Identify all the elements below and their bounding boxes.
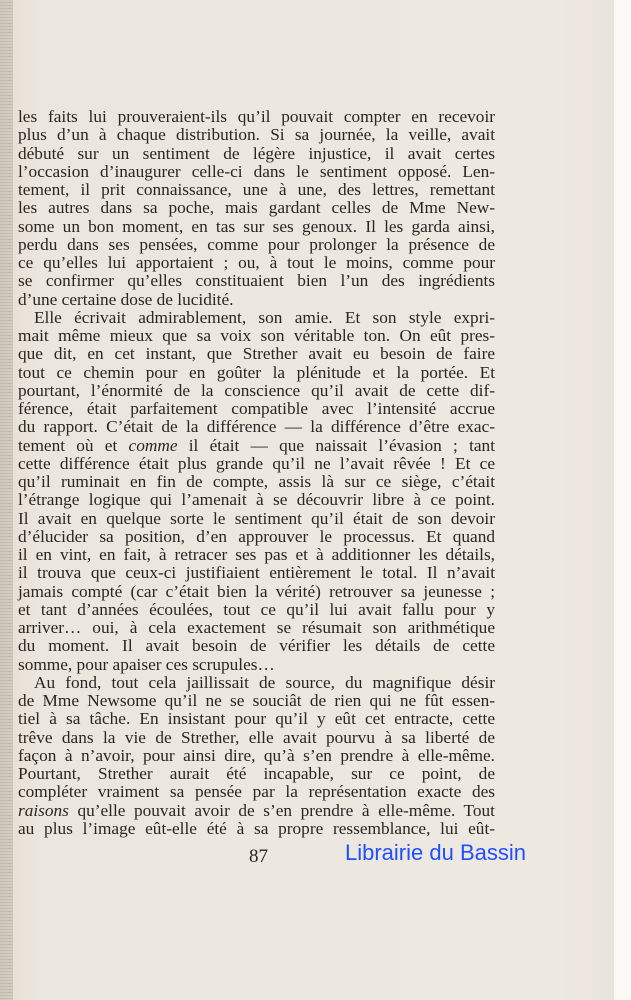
text-line [18,637,495,655]
text-line [18,491,495,509]
text-line [18,656,495,674]
background [614,0,631,1000]
text-segment: qu’elle pouvait avoir de s’en prendre à elle-même. Tout [68,800,495,820]
text-line-content: débuté sur un sentiment de légère injustice, il avait certes [18,143,495,163]
text-line-content: cette différence était plus grande qu’il ne l’avait rêvée ! Et ce [18,453,495,473]
text-line [18,418,495,436]
text-line [18,710,495,728]
text-line [18,546,495,564]
text-line [18,309,495,327]
text-line-content: il en vint, en fait, à retracer ses pas et à additionner les détails, [18,545,495,564]
text-line-content: il trouva que ceux-ci justifiaient entièrement le total. Il n’avait [18,563,495,583]
text-line [18,802,495,820]
text-line [18,382,495,400]
text-line-content: les faits lui prouveraient-ils qu’il pouvait compter en recevoir [18,107,495,126]
text-line-content: pourtant, l’énormité de la conscience qu’il avait de cette dif- [18,380,495,400]
text-line [18,364,495,382]
text-line-content: mait même mieux que sa voix son véritable ton. On eût pres- [18,326,495,345]
text-line-content: compléter vraiment sa pensée par la représentation exacte des [18,782,495,802]
text-line-content: trêve dans la vie de Strether, elle avait pourvu à sa liberté de [18,727,495,747]
text-line [18,327,495,345]
text-line [18,400,495,418]
text-line [18,783,495,801]
text-line-content: Elle écrivait admirablement, son amie. Et son style expri- [34,307,495,327]
text-line-content: tement, il prit connaissance, une à une, des lettres, remettant [18,180,495,199]
body-text [18,108,495,838]
text-line [18,291,495,309]
text-line-content: au plus l’image eût-elle été à sa propre ressemblance, lui eût- [18,818,495,838]
text-line [18,674,495,692]
text-line [18,528,495,546]
text-line-content: tiel à sa tâche. En insistant pour qu’il y eût cet entracte, cette [18,709,495,729]
text-line-content: perdu dans ses pensées, comme pour prolonger la présence de [18,234,495,254]
text-line [18,126,495,144]
italic-word: comme [128,435,178,455]
text-line-content: du moment. Il avait besoin de vérifier les détails de cette [18,636,495,656]
text-line [18,218,495,236]
text-line [18,510,495,528]
text-line-content: some un bon moment, en tas sur ses genoux. Il les garda ainsi, [18,216,495,236]
text-segment: il était — que naissait l’évasion ; tant [177,435,495,455]
text-line-content: les autres dans sa poche, mais gardant celles de Mme New- [18,198,495,218]
watermark: Librairie du Bassin [345,840,526,865]
text-line [18,601,495,619]
text-line-content: et tant d’années écoulées, tout ce qu’il lui avait fallu pour y [18,599,495,619]
text-line [18,236,495,254]
text-line [18,765,495,783]
text-line [18,199,495,217]
text-line [18,473,495,491]
text-line-content: du rapport. C’était de la différence — la différence d’être exac- [18,417,495,437]
text-line [18,747,495,765]
text-line-content: de Mme Newsome qu’il ne se souciât de rien qui ne fût essen- [18,691,495,710]
text-line-content: Il avait en quelque sorte le sentiment qu’il était de son devoir [18,508,495,528]
page-number: 87 [249,846,268,867]
text-line-content: jamais compté (car c’était bien la vérité) retrouver sa jeunesse ; [18,581,495,601]
text-line-content: se confirmer qu’elles constituaient bien l’un des ingrédients [18,271,495,291]
text-line [18,108,495,126]
text-line [18,254,495,272]
text-line [18,163,495,181]
text-line-content: ce qu’elles lui apportaient ; ou, à tout le moins, comme pour [18,253,495,272]
italic-word: raisons [18,800,69,820]
text-line-content: qu’il ruminait en fin de compte, assis là sur ce siège, c’était [18,472,495,491]
text-line [18,437,495,455]
text-line-content: que dit, en cet instant, que Strether avait eu besoin de faire [18,344,495,364]
text-line [18,729,495,747]
text-line [18,564,495,582]
text-line-content: somme, pour apaiser ces scrupules… [18,654,275,674]
text-line-content [18,802,495,820]
text-line-content: tout ce chemin pour en goûter la plénitude et la portée. Et [18,362,495,382]
text-line [18,272,495,290]
text-line-content: arriver… oui, à cela exactement se résumait son arithmétique [18,618,495,637]
text-line-content: l’étrange logique qui l’amenait à se découvrir libre à ce point. [18,490,495,510]
text-line-content [18,437,495,455]
text-line [18,619,495,637]
text-segment: tement où et [18,435,129,455]
text-line-content: l’occasion d’inaugurer celle-ci dans le sentiment opposé. Len- [18,161,495,181]
text-line [18,692,495,710]
text-line-content: d’une certaine dose de lucidité. [18,289,234,309]
text-line-content: Au fond, tout cela jaillissait de source, du magnifique désir [34,672,495,692]
text-line-content: férence, était parfaitement compatible avec l’intensité accrue [18,399,495,418]
text-line-content: plus d’un à chaque distribution. Si sa journée, la veille, avait [18,125,495,145]
text-line [18,181,495,199]
text-line-content: Pourtant, Strether aurait été incapable, sur ce point, de [18,764,495,783]
text-line [18,820,495,838]
page-edges [0,0,13,1000]
text-line [18,145,495,163]
text-line [18,455,495,473]
text-line [18,583,495,601]
text-line [18,345,495,363]
text-line-content: façon à n’avoir, pour ainsi dire, qu’à s’en prendre à elle-même. [18,745,495,765]
text-line-content: d’élucider sa position, d’en approuver le processus. Et quand [18,526,495,546]
